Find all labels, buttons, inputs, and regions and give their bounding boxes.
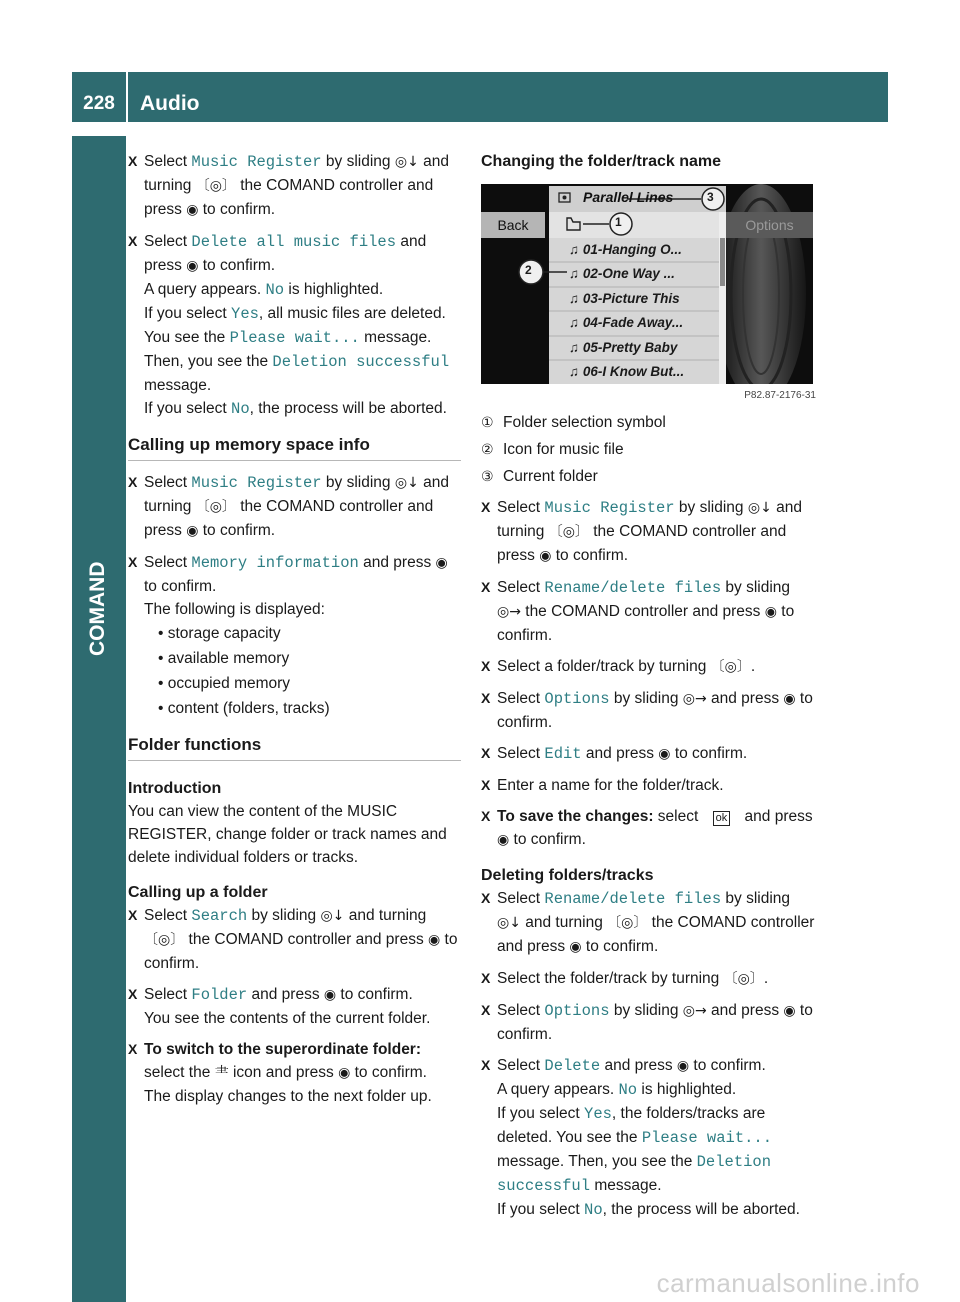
press-icon: ◉ bbox=[783, 1003, 796, 1019]
list-item[interactable]: ♫ 01-Hanging O... bbox=[569, 242, 682, 257]
list-item: • available memory bbox=[158, 650, 290, 667]
ok-icon: ok bbox=[713, 811, 731, 826]
step-arrow-icon: X bbox=[481, 1057, 491, 1073]
list-item[interactable]: ♫ 02-One Way ... bbox=[569, 266, 675, 282]
list-item: • occupied memory bbox=[158, 675, 291, 692]
press-icon: ◉ bbox=[764, 604, 777, 620]
slide-down-icon: ◎↓ bbox=[394, 154, 419, 170]
step-arrow-icon: X bbox=[128, 986, 138, 1002]
slide-down-icon: ◎↓ bbox=[747, 500, 772, 516]
legend-item: ③ Current folder bbox=[481, 468, 598, 485]
options-button[interactable]: Options bbox=[745, 217, 794, 233]
slide-right-icon: ◎→ bbox=[682, 1003, 707, 1019]
step-arrow-icon: X bbox=[128, 907, 138, 923]
step: X Select Folder and press ◉ to confirm. You see the contents of the current folder. bbox=[128, 983, 461, 1030]
press-icon: ◉ bbox=[428, 932, 441, 948]
slide-right-icon: ◎→ bbox=[497, 604, 521, 620]
step-arrow-icon: X bbox=[128, 474, 138, 490]
slide-down-icon: ◎↓ bbox=[320, 908, 345, 924]
turn-icon: 〔◎〕 bbox=[195, 499, 236, 515]
legend-item: ① Folder selection symbol bbox=[481, 414, 666, 431]
step-arrow-icon: X bbox=[481, 777, 491, 793]
press-icon: ◉ bbox=[569, 939, 582, 955]
press-icon: ◉ bbox=[186, 523, 199, 539]
intro-text: You can view the content of the MUSIC REGISTER, change folder or track names and delete individual folders or tracks. bbox=[128, 803, 447, 866]
turn-icon: 〔◎〕 bbox=[723, 971, 764, 987]
list-item: • storage capacity bbox=[158, 625, 281, 642]
subheading: Changing the folder/track name bbox=[481, 153, 722, 170]
step: X Select Music Register by sliding ◎↓ and turning 〔◎〕 the COMAND controller and press ◉ to confirm. bbox=[128, 471, 461, 543]
page-number: 228 bbox=[83, 93, 115, 114]
section-heading: Folder functions bbox=[128, 735, 461, 761]
subheading: Introduction bbox=[128, 780, 222, 797]
step-arrow-icon: X bbox=[481, 1002, 491, 1018]
press-icon: ◉ bbox=[323, 987, 337, 1003]
list-item[interactable]: ♫ 05-Pretty Baby bbox=[569, 339, 678, 355]
comand-screenshot bbox=[481, 184, 813, 384]
step-arrow-icon: X bbox=[128, 1041, 138, 1057]
slide-down-icon: ◎↓ bbox=[497, 915, 521, 931]
press-icon: ◉ bbox=[783, 691, 796, 707]
press-icon: ◉ bbox=[497, 832, 510, 848]
step: X Select Delete all music files and press ◉ to confirm. A query appears. No is highlighted. If you select Yes, all music files are deleted. You see the Please wait... message. Then, you see the Deletion successful message. If you select No, the process will be aborted. bbox=[128, 230, 461, 421]
step: X Select Music Register by sliding ◎↓ and turning 〔◎〕 the COMAND controller and press ◉ to confirm. bbox=[481, 496, 816, 568]
step-arrow-icon: X bbox=[481, 690, 491, 706]
step-arrow-icon: X bbox=[481, 808, 491, 824]
turn-icon: 〔◎〕 bbox=[195, 178, 236, 194]
legend bbox=[481, 409, 816, 490]
legend-item: ② Icon for music file bbox=[481, 441, 624, 458]
page-header bbox=[72, 72, 888, 122]
step: X Select Options by sliding ◎→ and press ◉ to confirm. bbox=[481, 687, 816, 734]
step-arrow-icon: X bbox=[481, 970, 491, 986]
folder-up-icon: ⺻ bbox=[214, 1065, 229, 1081]
step: X Select Memory information and press ◉ to confirm. The following is displayed: • storage capacity • available memory • occupied memory • content (folders, tracks) bbox=[128, 551, 461, 721]
press-icon: ◉ bbox=[338, 1065, 351, 1081]
right-column bbox=[481, 150, 816, 1230]
track-list bbox=[549, 238, 719, 384]
callout-number: 1 bbox=[615, 215, 622, 229]
slide-down-icon: ◎↓ bbox=[394, 475, 419, 491]
press-icon: ◉ bbox=[435, 555, 448, 571]
turn-icon: 〔◎〕 bbox=[144, 932, 185, 948]
slide-right-icon: ◎→ bbox=[682, 691, 707, 707]
step: X Select the folder/track by turning 〔◎〕. bbox=[481, 967, 816, 991]
list-item[interactable]: ♫ 03-Picture This bbox=[569, 290, 680, 306]
step: X Select a folder/track by turning 〔◎〕. bbox=[481, 655, 816, 679]
press-icon: ◉ bbox=[676, 1058, 690, 1074]
step-arrow-icon: X bbox=[128, 153, 138, 169]
press-icon: ◉ bbox=[186, 258, 199, 274]
subheading: Calling up a folder bbox=[128, 884, 268, 901]
callout-number: 3 bbox=[707, 190, 714, 204]
step-arrow-icon: X bbox=[481, 499, 491, 515]
step: X Enter a name for the folder/track. bbox=[481, 774, 816, 797]
step: X Select Edit and press ◉ to confirm. bbox=[481, 742, 816, 766]
step: X Select Rename/delete files by sliding ◎↓ and turning 〔◎〕 the COMAND controller and press ◉ to confirm. bbox=[481, 887, 816, 959]
folder-name: Parallel Lines bbox=[583, 189, 674, 205]
header-divider bbox=[126, 72, 128, 122]
step: X Select Delete and press ◉ to confirm. A query appears. No is highlighted. If you select Yes, the folders/tracks are deleted. You see the Please wait... message. Then, you see the Deletion successful message. If you select No, the process will be aborted. bbox=[481, 1054, 816, 1222]
list-item[interactable]: ♫ 04-Fade Away... bbox=[569, 315, 684, 331]
subheading: Deleting folders/tracks bbox=[481, 867, 654, 884]
section-title: Audio bbox=[140, 92, 200, 115]
turn-icon: 〔◎〕 bbox=[607, 915, 648, 931]
step-arrow-icon: X bbox=[481, 658, 491, 674]
press-icon: ◉ bbox=[658, 746, 671, 762]
step: X Select Rename/delete files by sliding ◎→ the COMAND controller and press ◉ to confirm. bbox=[481, 576, 816, 647]
figure-caption: P82.87-2176-31 bbox=[744, 390, 816, 401]
press-icon: ◉ bbox=[539, 548, 552, 564]
side-tab-label: COMAND bbox=[86, 561, 109, 656]
list-item[interactable]: ♫ 06-I Know But... bbox=[569, 363, 685, 379]
turn-icon: 〔◎〕 bbox=[710, 659, 751, 675]
section-heading: Calling up memory space info bbox=[128, 435, 461, 461]
step: X To switch to the superordinate folder: select the ⺻ icon and press ◉ to confirm. The display changes to the next folder up. bbox=[128, 1038, 461, 1108]
watermark: carmanualsonline.info bbox=[656, 1268, 920, 1298]
back-button[interactable]: Back bbox=[497, 217, 529, 233]
step: X Select Options by sliding ◎→ and press ◉ to confirm. bbox=[481, 999, 816, 1046]
step-arrow-icon: X bbox=[481, 890, 491, 906]
step-arrow-icon: X bbox=[481, 579, 491, 595]
step-arrow-icon: X bbox=[481, 745, 491, 761]
turn-icon: 〔◎〕 bbox=[548, 524, 589, 540]
step-arrow-icon: X bbox=[128, 233, 138, 249]
side-tab bbox=[72, 136, 126, 1302]
step: X Select Music Register by sliding ◎↓ and turning 〔◎〕 the COMAND controller and press ◉ to confirm. bbox=[128, 150, 461, 222]
list-item: • content (folders, tracks) bbox=[158, 700, 330, 717]
callout-number: 2 bbox=[525, 263, 532, 277]
step-arrow-icon: X bbox=[128, 554, 138, 570]
press-icon: ◉ bbox=[186, 202, 199, 218]
left-column bbox=[128, 150, 461, 1116]
step: X To save the changes: select ok and press ◉ to confirm. bbox=[481, 805, 816, 852]
step: X Select Search by sliding ◎↓ and turning 〔◎〕 the COMAND controller and press ◉ to confirm. bbox=[128, 904, 461, 975]
